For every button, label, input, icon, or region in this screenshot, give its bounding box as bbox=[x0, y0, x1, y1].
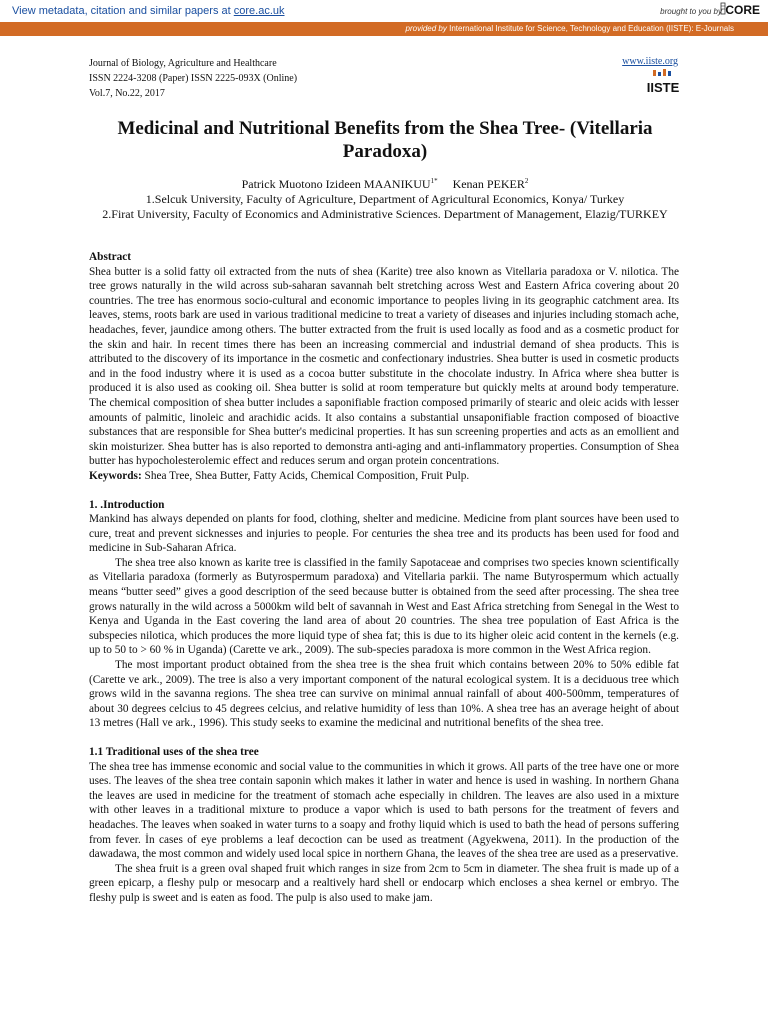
author-1-mark: 1* bbox=[430, 177, 438, 185]
provided-by-label: provided by bbox=[405, 24, 447, 33]
metadata-prefix: View metadata, citation and similar papers at bbox=[12, 5, 234, 17]
author-2: Kenan PEKER bbox=[452, 177, 525, 191]
affiliation-1: 1.Selcuk University, Faculty of Agriculture, Department of Agricultural Economics, Konya/ Turkey bbox=[145, 192, 625, 206]
keywords-label: Keywords: bbox=[89, 469, 142, 482]
core-link[interactable]: core.ac.uk bbox=[233, 5, 285, 17]
author-line bbox=[80, 174, 690, 192]
journal-issn: ISSN 2224-3208 (Paper) ISSN 2225-093X (Online) bbox=[89, 73, 298, 84]
journal-url[interactable]: www.iiste.org bbox=[622, 56, 678, 67]
author-block bbox=[80, 174, 690, 222]
core-banner bbox=[0, 0, 768, 22]
provider-name: International Institute for Science, Technology and Education (IISTE): E-Journals bbox=[446, 24, 734, 33]
iiste-logo-text: IISTE bbox=[646, 80, 680, 95]
provider-text bbox=[406, 24, 734, 33]
metadata-link-text bbox=[12, 5, 285, 17]
abstract-heading: Abstract bbox=[89, 251, 132, 263]
author-1: Patrick Muotono Izideen MAANIKUU bbox=[241, 177, 431, 191]
keywords-line bbox=[89, 469, 679, 484]
abstract-text: Shea butter is a solid fatty oil extracted from the nuts of shea (Karite) tree also known as Vitellaria paradoxa or V. nilotica. The tree grows naturally in the wild across sub-saharan savannah belt stretching across West and Eastern Africa covering about 20 countries. The tree has enormous socio-cultural and economic importance to peoples living in its geographic catchment area. Its leaves, stems, roots bark are used in various traditional medicine to treat a variety of diseases and injuries including stomach ache, headaches, fever, jaundice among others. The butter extracted from the fruit is used locally as food and as a cosmetic product for the skin and hair. In recent times there has been an increasing commercial and industrial demand of shea products. This is attributed to the discovery of its importance in the cosmetic and confectionary industries. Shea butter is used in cosmetic products and in the food industry where it is used as a cocoa butter substitute in the chocolate industry. In Africa where shea butter is produced it is also used as cooking oil. Shea butter is solid at room temperature but quickly melts at around body temperature. The chemical composition of shea butter includes a saponifiable fraction composed primarily of stearic and oleic acids with lesser amounts of palmitic, linoleic and arachidic acids. It also contains a substantial unsaponifiable fraction composed of bioactive substances that are responsible for Shea butter's medicinal properties. It has sun screening properties and acts as an emollient and skin moisturizer. Shea butter has is also reported to demonstra anti-aging and anti-inflammatory properties. Consumption of Shea butter has hypocholesterolemic effect and reduces serum and organ protein concentrations. bbox=[89, 265, 679, 468]
traditional-paragraph-1: The shea tree has immense economic and social value to the communities in which it grows. All parts of the tree have one or more uses. The leaves of the shea tree contain saponin which makes it lather in water and hence is used in washing. In northern Ghana the leaves are used in medicine for the treatment of stomach ache especially in children. The leaves are also used in a mixture with other leaves in a traditional mixture to produce a vapor which is used to bath persons for the treatment of fevers and headaches. The leaves when soaked in water turns to a soapy and frothy liquid which is used to bath the head of persons suffering from fever. İn cases of eye problems a leaf decoction can be used as treatment (Agyekwena, 2011). In the production of the dawadawa, the most common and widely used local spice in northern Ghana, the leaves of the shea tree are used as a preservative. bbox=[89, 760, 679, 861]
traditional-paragraph-2: The shea fruit is a green oval shaped fruit which ranges in size from 2cm to 5cm in diameter. The shea fruit is made up of a green epicarp, a fleshy pulp or mesocarp and a realtively hard shell or endocarp which encloses a shea kernel or embryo. The fleshy pulp is sweet and is eaten as food. The pulp is also used to make jam. bbox=[89, 862, 679, 904]
journal-site bbox=[622, 56, 678, 67]
introduction-heading: 1. .Introduction bbox=[89, 498, 165, 511]
journal-volume: Vol.7, No.22, 2017 bbox=[89, 88, 165, 99]
intro-paragraph-1: Mankind has always depended on plants for food, clothing, shelter and medicine. Medicine from plant sources have been used to cure, treat and prevent sicknesses and injuries to people. For centuries the shea tree and its products has been used for food and medicine in Sub-Saharan Africa. bbox=[89, 513, 679, 555]
journal-name: Journal of Biology, Agriculture and Healthcare bbox=[89, 58, 277, 69]
keywords-list: Shea Tree, Shea Butter, Fatty Acids, Chemical Composition, Fruit Pulp. bbox=[141, 469, 470, 482]
intro-paragraph-3: The most important product obtained from the shea tree is the shea fruit which contains between 20% to 50% edible fat (Carette ve ark., 2009). The tree is also a very important component of the natural ecological system. It is a deciduous tree which grows wild in the savanna regions. The shea tree can survive on minimal annual rainfall of about 400-500mm, temperatures of about 30 degrees celcius to 45 degrees celcius, and relative humidity of less than 10%. A shea tree has an average height of about 13 metres (Hall ve ark., 1996). This study seeks to examine the medicinal and nutritional benefits of the shea tree. bbox=[89, 659, 679, 730]
core-logo-text[interactable]: CORE bbox=[725, 3, 760, 17]
affiliation-2: 2.Firat University, Faculty of Economics and Administrative Sciences. Department of Management, Elazig/TURKEY bbox=[102, 207, 668, 221]
paper-body bbox=[89, 250, 679, 906]
provider-bar bbox=[0, 22, 768, 36]
brought-to-you-text: brought to you by bbox=[660, 7, 722, 16]
traditional-uses-heading: 1.1 Traditional uses of the shea tree bbox=[89, 746, 259, 758]
journal-info bbox=[89, 56, 297, 101]
author-2-mark: 2 bbox=[524, 177, 529, 185]
iiste-logo-icon bbox=[646, 68, 680, 98]
paper-title: Medicinal and Nutritional Benefits from the Shea Tree- (Vitellaria Paradoxa) bbox=[117, 118, 653, 162]
intro-paragraph-2: The shea tree also known as karite tree is classified in the family Sapotaceae and comprises two species known scientifically as Vitellaria paradoxa (formerly as Butyrospermum paradoxa) and Vitellaria parkii. The name Butyrospermum which actually means “butter seed” gives a good description of the seed because butter is obtained from the seed after processing. The shea tree grows naturally in the wild across a 5000km wild belt of savannah in West and East Africa stretching from Senegal in the West to Kenya and Uganda in the East covering the land area of about 20 countries. The shea tree population of East Africa is the subspecies nilotica, which produces the more liquid type of shea fat; this is due to its higher oleic acid content in the kernels (e.g. up to 50 to > 60 % in Uganda) (Carette ve ark., 2009). The sub-species paradoxa is more common in the West Africa region. bbox=[89, 556, 679, 657]
